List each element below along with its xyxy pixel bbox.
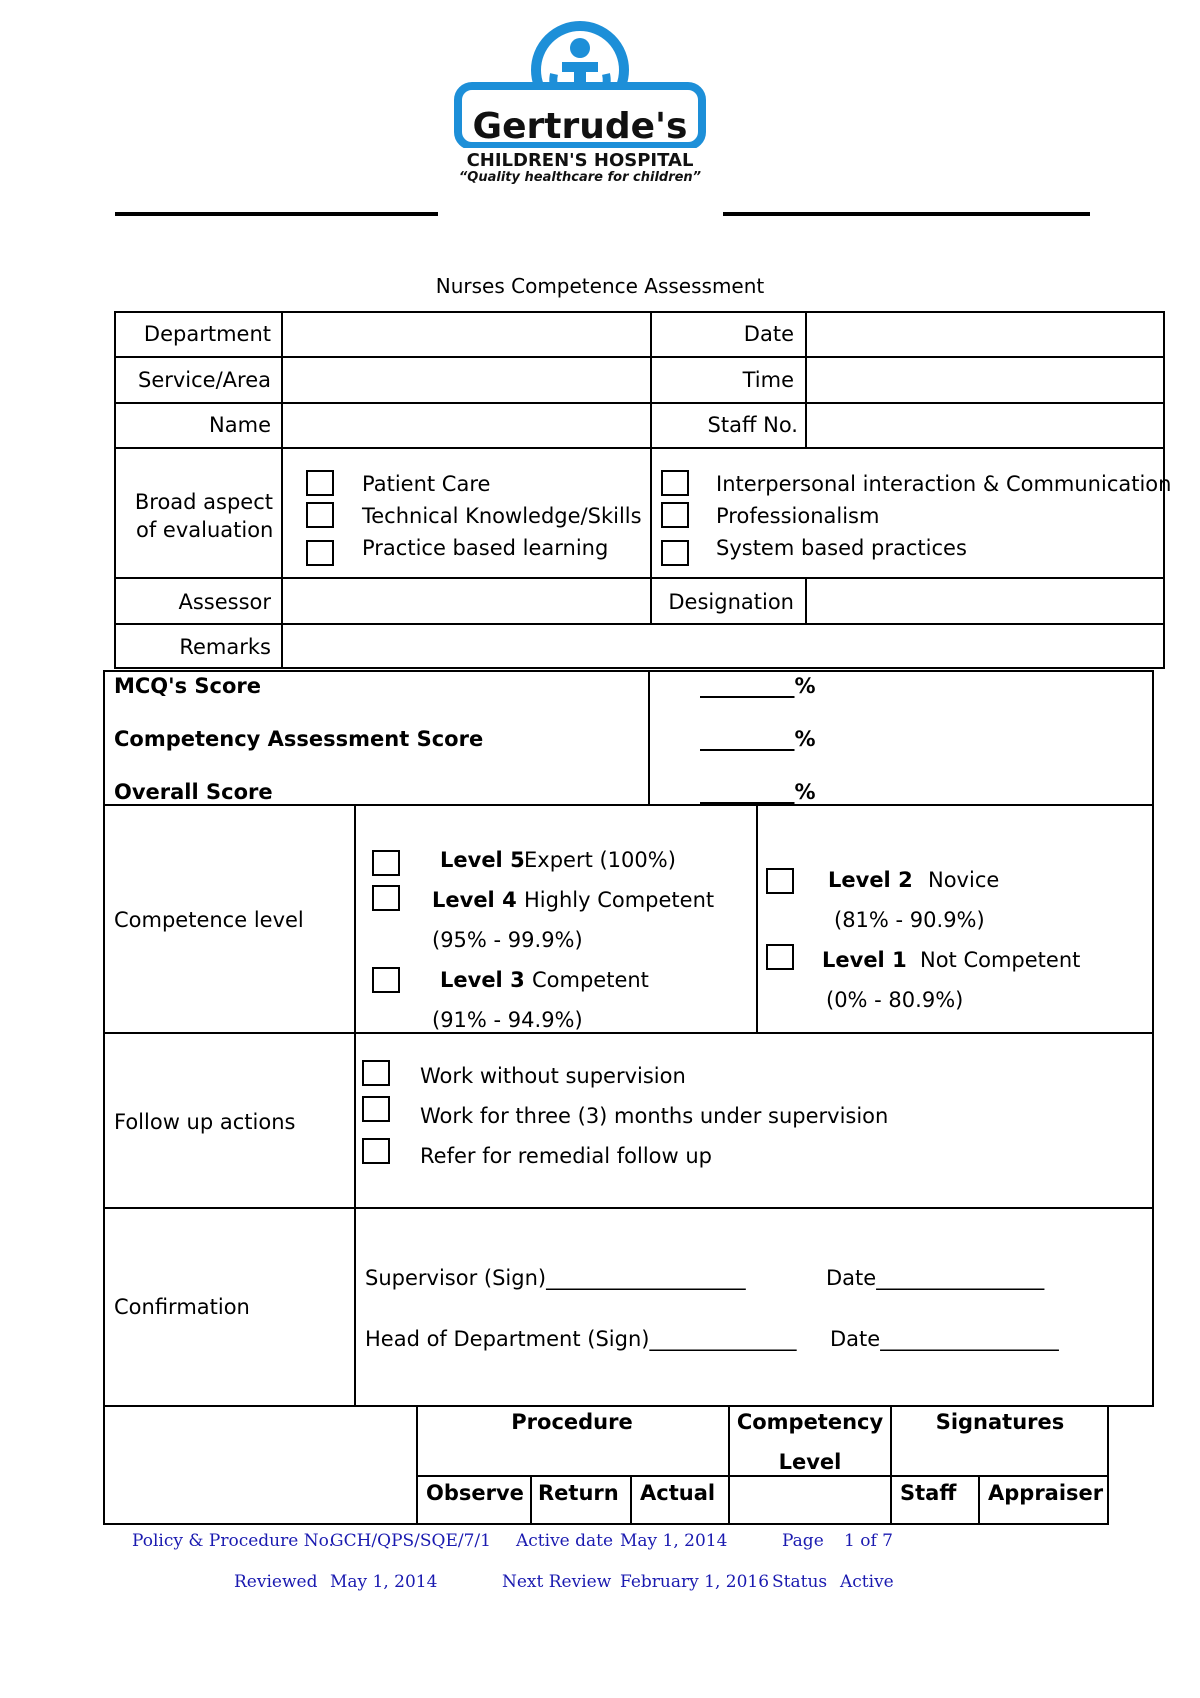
competence-bottom-line: [103, 1032, 1154, 1034]
aspect-label: Practice based learning: [362, 536, 609, 560]
confirmation-label: Confirmation: [114, 1295, 250, 1319]
procedure-table-left: [103, 1406, 105, 1525]
footer-page-label: Page: [782, 1531, 824, 1551]
date-label: Date: [743, 322, 794, 346]
remarks-label: Remarks: [179, 635, 271, 659]
scores-bottom-line: [103, 804, 1154, 806]
aspect-label: Interpersonal interaction & Communication: [716, 472, 1172, 496]
footer-status-label: Status: [772, 1572, 828, 1592]
procedure-col-line: [978, 1476, 980, 1525]
followup-label: Follow up actions: [114, 1110, 296, 1134]
footer-policy-no: GCH/QPS/SQE/7/1: [330, 1531, 491, 1551]
mcq-score-field[interactable]: _________%: [700, 674, 816, 698]
logo-subtitle: CHILDREN'S HOSPITAL: [466, 150, 694, 171]
department-label: Department: [143, 322, 271, 346]
followup-checkbox-three-months[interactable]: [362, 1096, 390, 1122]
department-field[interactable]: [284, 313, 648, 355]
assessor-label: Assessor: [178, 590, 271, 614]
competency-header-line2: Level: [778, 1450, 842, 1474]
footer-next-review-date: February 1, 2016: [620, 1572, 770, 1592]
followup-bottom-line: [103, 1207, 1154, 1209]
supervisor-sign-field[interactable]: Supervisor (Sign)___________________: [365, 1266, 746, 1290]
assessor-field[interactable]: [284, 580, 648, 622]
mcq-score-label: MCQ's Score: [114, 674, 261, 698]
level5-checkbox[interactable]: [372, 850, 400, 876]
procedure-col-line: [530, 1476, 532, 1525]
signatures-header: Signatures: [935, 1410, 1065, 1434]
level4-checkbox[interactable]: [372, 885, 400, 911]
logo-name: Gertrude's: [472, 106, 688, 147]
name-label: Name: [209, 413, 271, 437]
info-row-line: [114, 623, 1165, 625]
info-table-col3-a: [805, 311, 807, 448]
footer-next-review-label: Next Review: [502, 1572, 612, 1592]
level4-range: (95% - 99.9%): [432, 928, 583, 952]
level3-title: Level 3: [440, 968, 525, 992]
time-field[interactable]: [808, 359, 1163, 401]
aspect-checkbox-patient-care[interactable]: [306, 470, 334, 496]
level3-checkbox[interactable]: [372, 967, 400, 993]
level1-range: (0% - 80.9%): [826, 988, 964, 1012]
info-table-col3-b: [805, 578, 807, 624]
aspect-label: Technical Knowledge/Skills: [362, 504, 642, 528]
broad-aspect-label: [116, 488, 273, 544]
footer-active-date-label: Active date: [516, 1531, 614, 1551]
followup-option: Work for three (3) months under supervision: [420, 1104, 889, 1128]
observe-header: Observe: [426, 1481, 524, 1505]
aspect-checkbox-practice-based-learning[interactable]: [306, 540, 334, 566]
date-field[interactable]: [808, 313, 1163, 355]
footer-active-date: May 1, 2014: [620, 1531, 728, 1551]
return-header: Return: [538, 1481, 619, 1505]
broad-aspect-label-line1: Broad aspect: [134, 490, 273, 514]
competency-header-line1: Competency: [736, 1410, 884, 1434]
designation-label: Designation: [668, 590, 794, 614]
aspect-checkbox-interpersonal[interactable]: [661, 470, 689, 496]
designation-field[interactable]: [808, 580, 1163, 622]
time-label: Time: [742, 368, 794, 392]
overall-score-field[interactable]: _________%: [700, 780, 816, 804]
footer-page-value: 1 of 7: [844, 1531, 893, 1551]
overall-score-label: Overall Score: [114, 780, 273, 804]
aspect-checkbox-professionalism[interactable]: [661, 502, 689, 528]
name-field[interactable]: [284, 405, 648, 446]
service-area-field[interactable]: [284, 359, 648, 401]
aspect-label: Patient Care: [362, 472, 491, 496]
info-row-line: [114, 356, 1165, 358]
header-rule-right: [723, 212, 1090, 216]
staff-no-label: Staff No.: [707, 413, 798, 437]
supervisor-date-field[interactable]: Date________________: [826, 1266, 1045, 1290]
service-area-label: Service/Area: [137, 368, 271, 392]
footer-reviewed-label: Reviewed: [234, 1572, 318, 1592]
footer-policy-label: Policy & Procedure No.: [132, 1531, 334, 1551]
hospital-logo: [450, 18, 710, 188]
footer-reviewed-date: May 1, 2014: [330, 1572, 438, 1592]
procedure-table-bottom: [103, 1523, 1109, 1525]
aspect-checkbox-system-based[interactable]: [661, 540, 689, 566]
remarks-field[interactable]: [284, 626, 1163, 667]
followup-option: Refer for remedial follow up: [420, 1144, 713, 1168]
level5-title: Level 5: [440, 848, 525, 872]
level4-title: Level 4: [432, 888, 517, 912]
info-row-line: [114, 577, 1165, 579]
section-col-divider: [354, 804, 356, 1407]
followup-checkbox-remedial[interactable]: [362, 1138, 390, 1164]
procedure-row-line: [416, 1475, 1108, 1477]
procedure-col-line: [630, 1476, 632, 1525]
header-rule-left: [115, 212, 438, 216]
level3-range: (91% - 94.9%): [432, 1008, 583, 1032]
form-title: Nurses Competence Assessment: [435, 274, 765, 298]
procedure-header: Procedure: [511, 1410, 633, 1434]
broad-aspect-label-line2: of evaluation: [136, 518, 274, 542]
level5-desc: Expert (100%): [524, 848, 676, 872]
level3-desc: Competent: [532, 968, 649, 992]
level2-desc: Novice: [928, 868, 1000, 892]
competence-level-label: Competence level: [114, 908, 304, 932]
logo-tagline: “Quality healthcare for children”: [458, 170, 702, 185]
actual-header: Actual: [640, 1481, 716, 1505]
hod-date-field[interactable]: Date_________________: [830, 1327, 1059, 1351]
competency-score-field[interactable]: _________%: [700, 727, 816, 751]
level1-desc: Not Competent: [920, 948, 1081, 972]
followup-option: Work without supervision: [420, 1064, 686, 1088]
level4-desc: Highly Competent: [524, 888, 715, 912]
footer-status-value: Active: [840, 1572, 894, 1592]
staff-header: Staff: [900, 1481, 957, 1505]
followup-checkbox-no-supervision[interactable]: [362, 1060, 390, 1086]
scores-divider: [648, 670, 650, 805]
info-row-line: [114, 402, 1165, 404]
aspect-checkbox-technical-knowledge[interactable]: [306, 502, 334, 528]
competency-score-label: Competency Assessment Score: [114, 727, 484, 751]
staff-no-field[interactable]: [808, 405, 1163, 446]
aspect-label: Professionalism: [716, 504, 880, 528]
level2-checkbox[interactable]: [766, 868, 794, 894]
hod-sign-field[interactable]: Head of Department (Sign)______________: [365, 1327, 797, 1351]
level1-title: Level 1: [822, 948, 907, 972]
competence-mid-divider: [756, 804, 758, 1033]
level1-checkbox[interactable]: [766, 944, 794, 970]
appraiser-header: Appraiser: [988, 1481, 1104, 1505]
info-row-line: [114, 447, 1165, 449]
level2-range: (81% - 90.9%): [834, 908, 985, 932]
aspect-label: System based practices: [716, 536, 967, 560]
info-table-col1: [281, 311, 283, 669]
level2-title: Level 2: [828, 868, 913, 892]
